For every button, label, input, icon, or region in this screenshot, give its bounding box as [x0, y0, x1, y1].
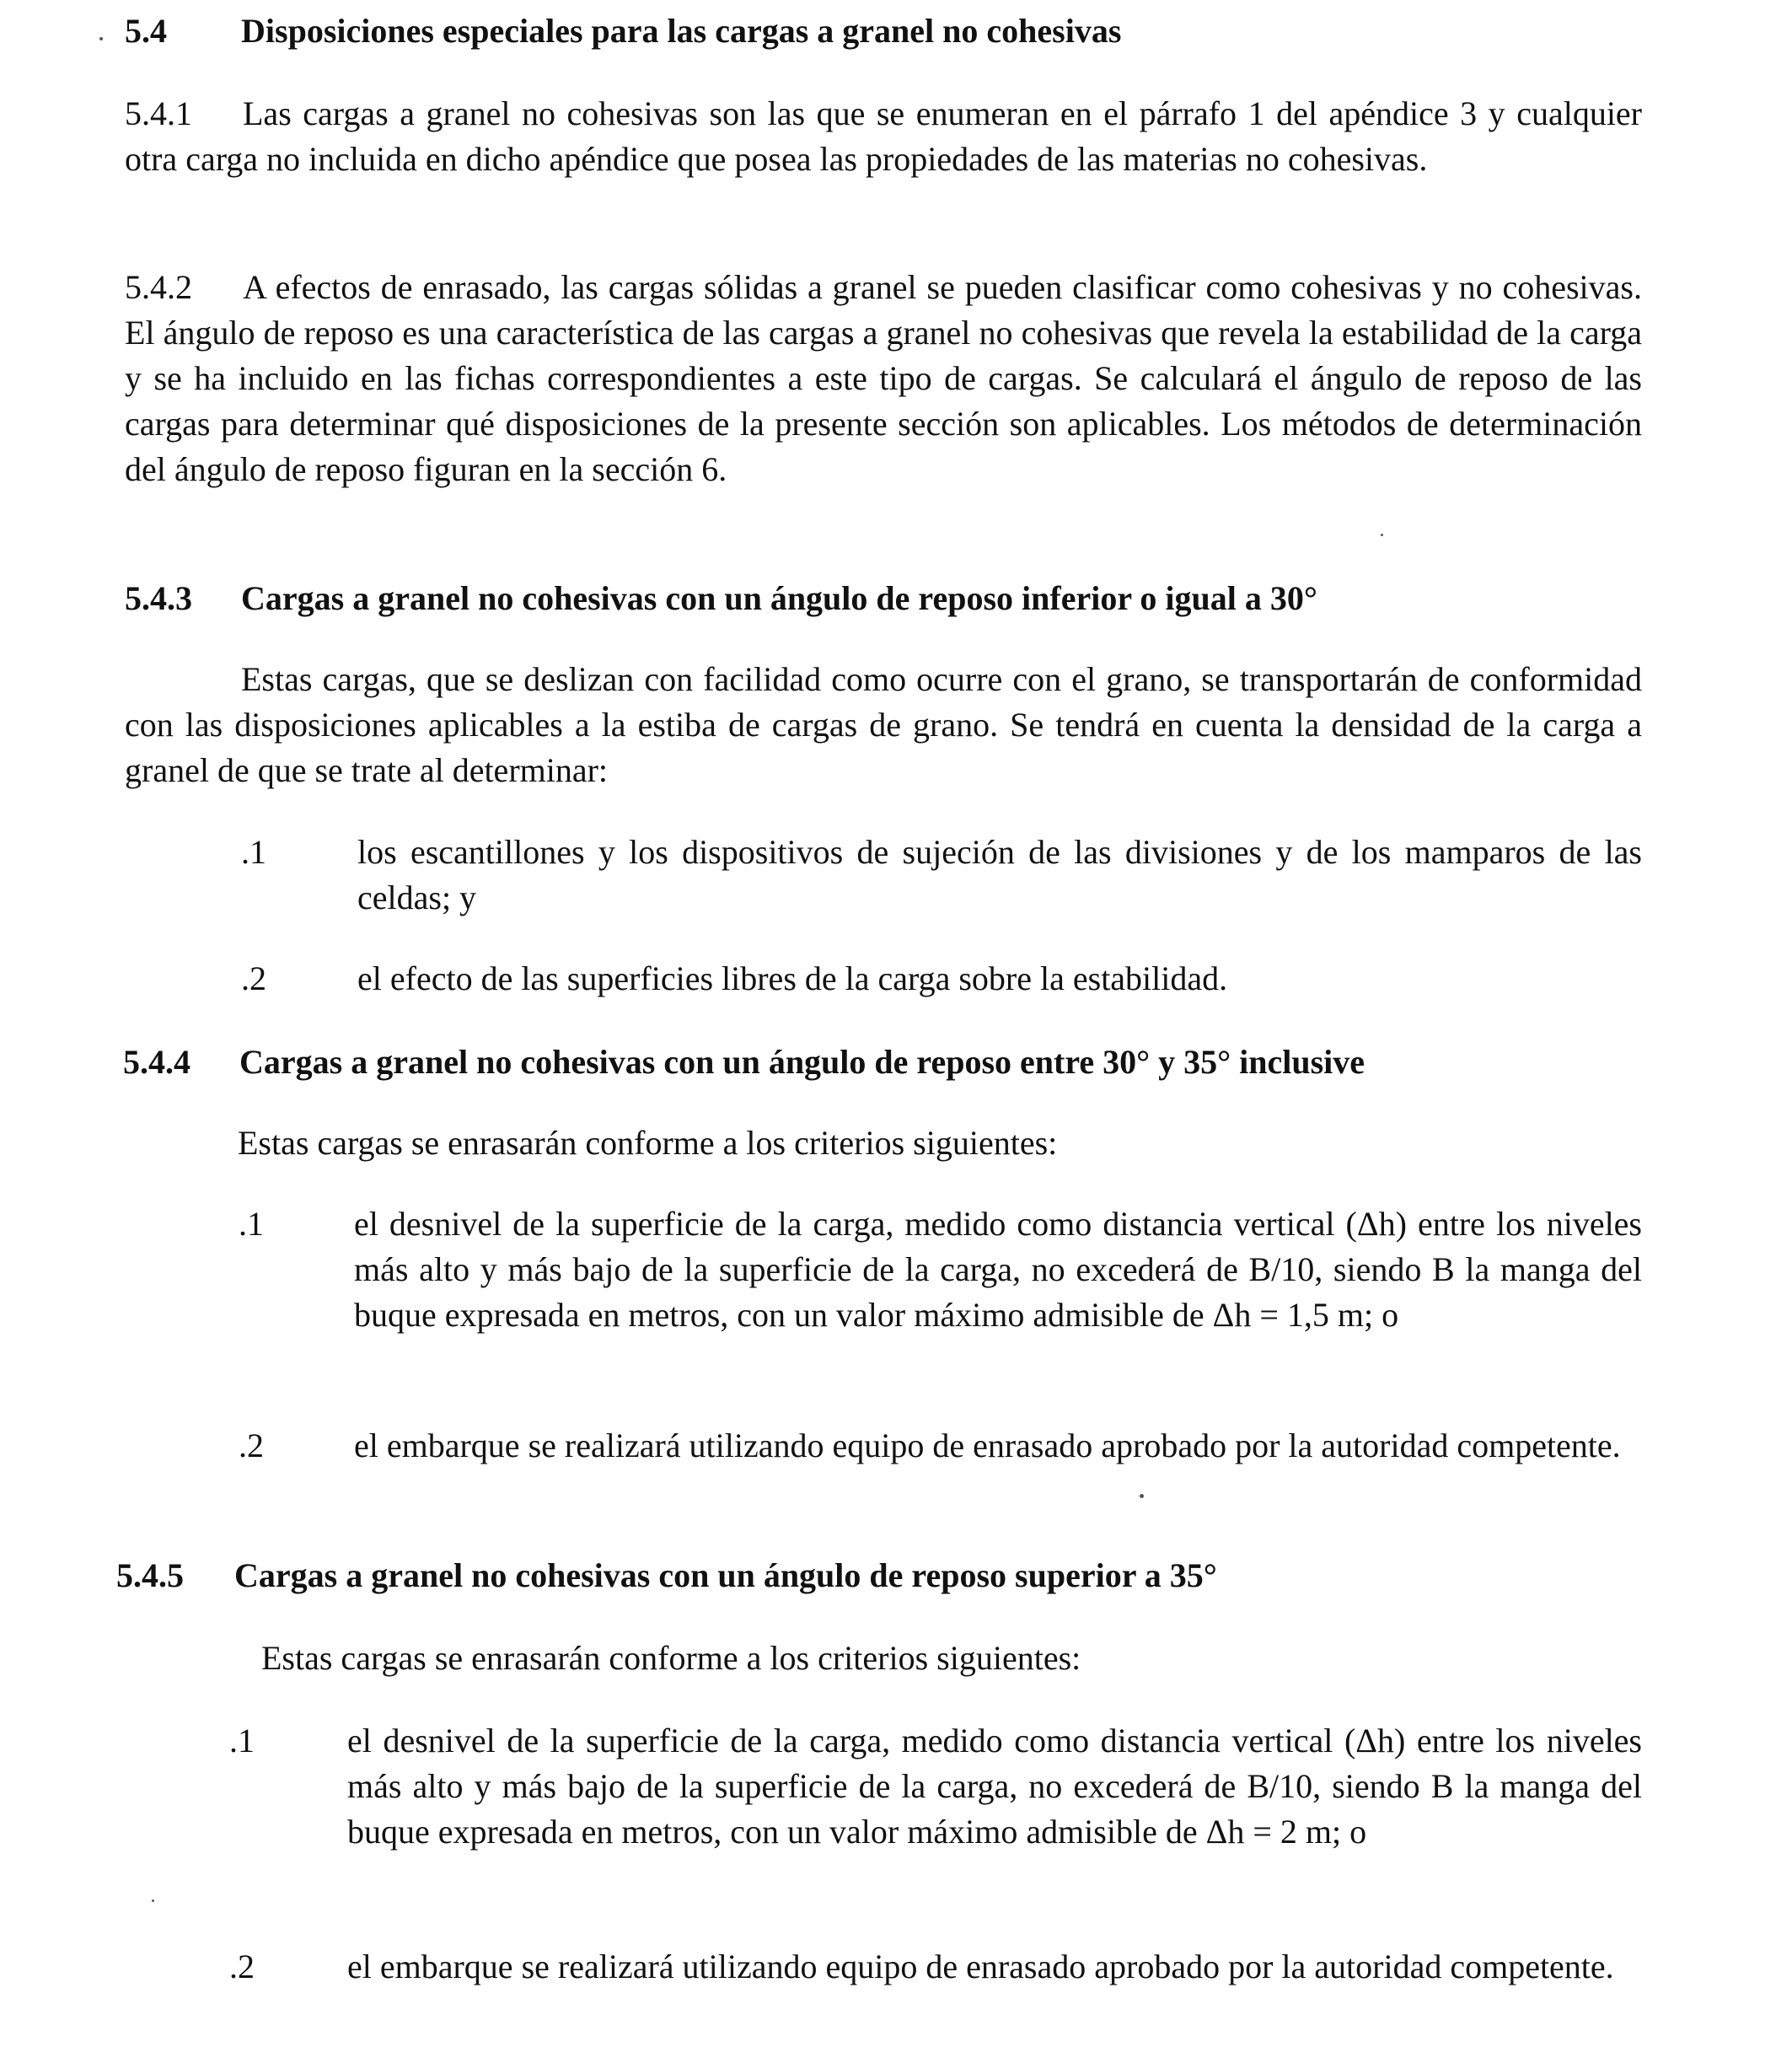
list-item	[241, 830, 1642, 922]
section-title: Cargas a granel no cohesivas con un ángulo de reposo inferior o igual a 30°	[241, 579, 1317, 617]
section-5-4-5-intro: Estas cargas se enrasarán conforme a los criterios siguientes:	[261, 1639, 1081, 1677]
scan-speck	[99, 37, 103, 40]
list-marker: .1	[229, 1722, 255, 1760]
list-item-text: el desnivel de la superficie de la carga, medido como distancia vertical (Δh) entre los niveles más alto y más bajo de la superficie de la carga, no excederá de B/10, siendo B la manga del buque expresada en metros, con un valor máximo admisible de Δh = 1,5 m; o	[354, 1205, 1642, 1334]
list-marker: .1	[239, 1205, 264, 1243]
list-item	[229, 1718, 1642, 1904]
list-item-text: los escantillones y los dispositivos de sujeción de las divisiones y de los mamparos de las celdas; y	[357, 833, 1642, 916]
list-item	[229, 1944, 1642, 2037]
list-marker: .2	[229, 1948, 255, 1985]
list-marker: .2	[239, 1426, 264, 1464]
paragraph-text: A efectos de enrasado, las cargas sólidas a granel se pueden clasificar como cohesivas y no cohesivas. El ángulo de reposo es una característica de las cargas a granel no cohesivas que revela la estabilidad de la carga y se ha incluido en las fichas correspondientes a este tipo de cargas. Se calculará el ángulo de reposo de las cargas para determinar qué disposiciones de la presente sección son aplicables. Los métodos de determinación del ángulo de reposo figuran en la sección 6.	[125, 268, 1642, 488]
list-marker: .1	[241, 833, 266, 871]
paragraph-number: 5.4.2	[125, 268, 192, 306]
paragraph-5-4-1	[125, 91, 1642, 182]
scan-speck	[152, 1899, 154, 1902]
list-item	[239, 1201, 1642, 1387]
paragraph-5-4-2	[125, 265, 1642, 492]
section-number: 5.4.5	[116, 1556, 184, 1594]
list-item-text: el efecto de las superficies libres de la carga sobre la estabilidad.	[357, 959, 1228, 997]
list-item-text: el embarque se realizará utilizando equipo de enrasado aprobado por la autoridad competente.	[354, 1426, 1621, 1464]
scan-speck	[1140, 1494, 1144, 1498]
section-number: 5.4	[125, 12, 167, 50]
section-number: 5.4.4	[123, 1043, 190, 1081]
list-item	[239, 1423, 1642, 1516]
paragraph-text: Las cargas a granel no cohesivas son las que se enumeran en el párrafo 1 del apéndice 3 y cualquier otra carga no incluida en dicho apéndice que posea las propiedades de las materias no cohesivas.	[125, 94, 1642, 178]
list-item-text: el embarque se realizará utilizando equipo de enrasado aprobado por la autoridad competente.	[347, 1948, 1614, 1985]
section-5-4-4-intro: Estas cargas se enrasarán conforme a los criterios siguientes:	[238, 1124, 1058, 1162]
section-title: Disposiciones especiales para las cargas a granel no cohesivas	[241, 12, 1122, 50]
list-item	[241, 956, 1642, 1003]
section-number: 5.4.3	[125, 579, 192, 617]
paragraph-number: 5.4.1	[125, 94, 192, 132]
section-title: Cargas a granel no cohesivas con un ángulo de reposo entre 30° y 35° inclusive	[239, 1043, 1365, 1081]
scan-speck	[1381, 534, 1383, 536]
section-5-4-3-intro: Estas cargas, que se deslizan con facilidad como ocurre con el grano, se transportarán de conformidad con las disposiciones aplicables a la estiba de cargas de grano. Se tendrá en cuenta la densidad de la carga a granel de que se trate al determinar:	[125, 660, 1642, 789]
list-item-text: el desnivel de la superficie de la carga, medido como distancia vertical (Δh) entre los niveles más alto y más bajo de la superficie de la carga, no excederá de B/10, siendo B la manga del buque expresada en metros, con un valor máximo admisible de Δh = 2 m; o	[347, 1722, 1642, 1851]
section-title: Cargas a granel no cohesivas con un ángulo de reposo superior a 35°	[234, 1556, 1217, 1594]
list-marker: .2	[241, 959, 266, 997]
